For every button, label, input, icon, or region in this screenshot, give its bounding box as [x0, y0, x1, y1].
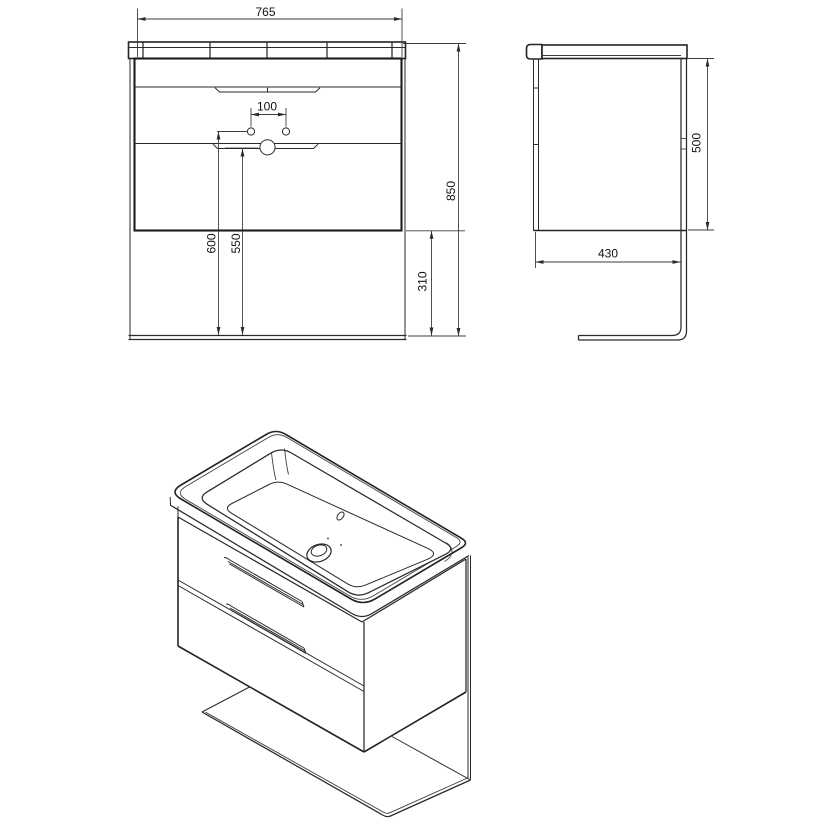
dim-height-850	[403, 44, 466, 337]
dim-label-500: 500	[689, 132, 704, 154]
faucet-center-mark	[340, 544, 342, 546]
support-panel-side	[579, 59, 687, 341]
dim-depth-430	[536, 232, 681, 268]
cabinet-front	[135, 59, 402, 231]
dim-label-550: 550	[229, 233, 244, 254]
faucet-hole-right	[282, 128, 289, 135]
perspective-view	[170, 432, 470, 817]
dim-label-430: 430	[597, 246, 619, 261]
dim-clearance-310	[406, 231, 465, 336]
cabinet-side	[534, 59, 688, 231]
front-view	[129, 5, 467, 340]
drain-hole-front	[260, 140, 275, 155]
dim-label-100: 100	[256, 99, 278, 114]
dim-label-765: 765	[255, 4, 276, 19]
dim-cabinet-height-500	[688, 59, 714, 231]
side-view	[527, 45, 715, 341]
faucet-hole-left	[247, 128, 254, 135]
washbasin-front	[129, 42, 406, 59]
dim-label-310: 310	[415, 271, 430, 292]
dim-label-600: 600	[204, 233, 219, 254]
washbasin-side	[527, 45, 688, 60]
dim-label-850: 850	[444, 180, 459, 202]
faucet-center-mark	[327, 538, 329, 540]
basin-front-lip	[527, 45, 543, 60]
